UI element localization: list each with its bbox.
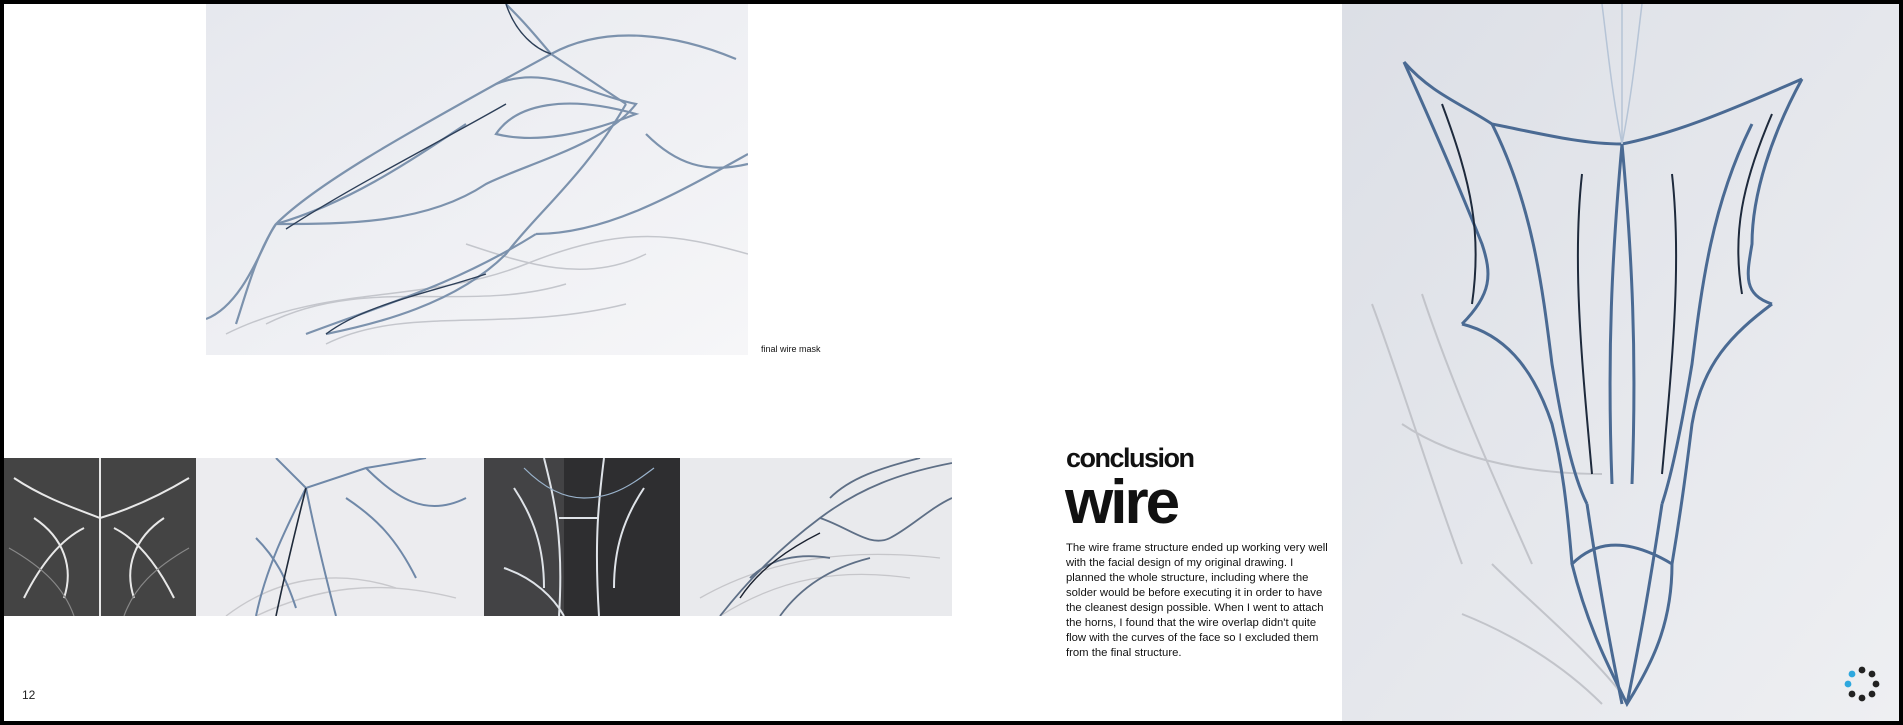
wire-mask-thumbnail-dark-1 (4, 458, 196, 616)
publisher-logo-icon (1842, 664, 1882, 704)
section-title: wire (1065, 468, 1178, 537)
wire-mask-thumbnail-light-2 (196, 458, 484, 616)
page-number: 12 (22, 688, 36, 702)
wire-mask-front-view-photo (1342, 4, 1899, 721)
conclusion-paragraph: The wire frame structure ended up working very well with the facial design of my original drawing. I planned the whole structure, including where the solder would be before executing it in order to have the cleanest design possible. When I went to attach the horns, I found that the wire overlap didn't quite flow with the curves of the face so I excluded them from the final structure. (1066, 542, 1328, 659)
section-label: conclusion (1066, 443, 1194, 473)
final-wire-mask-photo (206, 4, 748, 355)
wire-mask-thumbnail-dark-3 (484, 458, 680, 616)
photo-caption: final wire mask (761, 344, 821, 354)
spread-page (4, 4, 1899, 721)
wire-mask-thumbnail-light-4 (680, 458, 952, 616)
